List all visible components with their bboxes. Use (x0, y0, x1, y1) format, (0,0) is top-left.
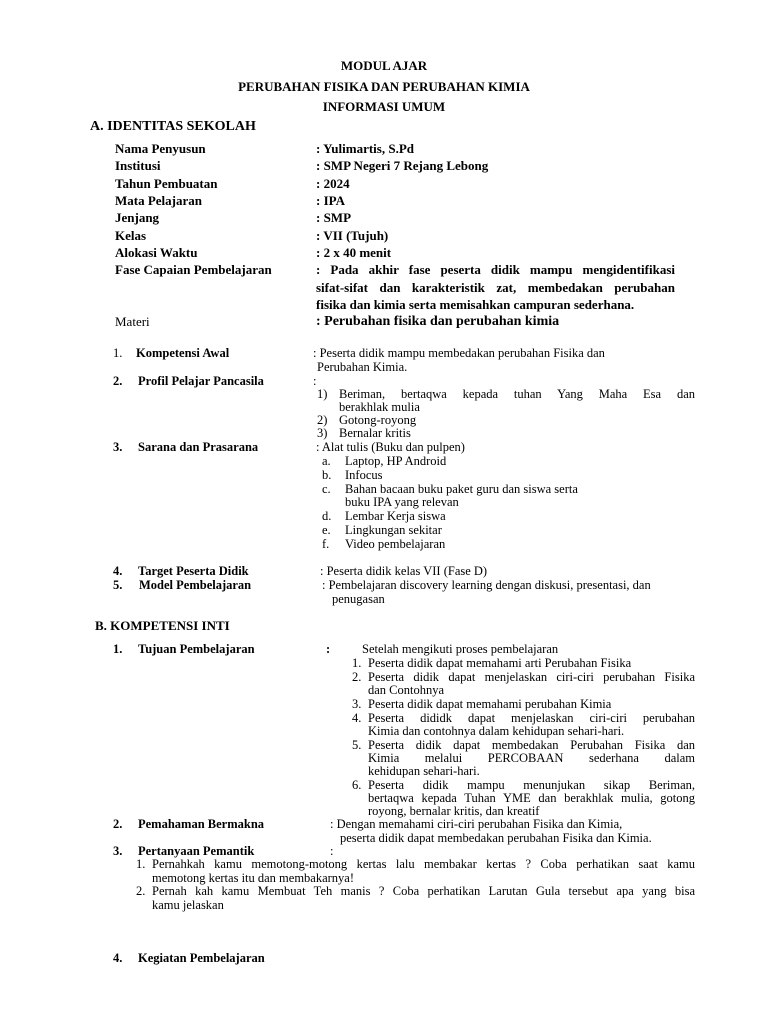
materi-label: Materi (115, 314, 150, 329)
sarana-item: Video pembelajaran (345, 537, 446, 551)
tujuan-item: Peserta didik mampu menunjukan sikap Beriman, (368, 778, 695, 792)
list-number: 4. (352, 711, 362, 725)
list-number: d. (322, 509, 332, 523)
list-number: 1. (352, 656, 362, 670)
identitas-value: : 2 x 40 menit (316, 245, 392, 260)
identitas-value: : VII (Tujuh) (316, 228, 389, 243)
list-number: 2. (113, 817, 123, 831)
doc-subtitle: PERUBAHAN FISIKA DAN PERUBAHAN KIMIA (238, 79, 530, 94)
tujuan-item: kehidupan sehari-hari. (368, 764, 480, 778)
identitas-value: : IPA (316, 193, 346, 208)
section-a-heading: A. IDENTITAS SEKOLAH (90, 119, 256, 134)
pemahaman-value: peserta didik dapat membedakan perubahan Fisika dan Kimia. (340, 831, 652, 845)
tujuan-item: Peserta didik dapat membedakan Perubahan Fisika dan (368, 738, 695, 752)
list-number: a. (322, 454, 331, 468)
pertanyaan-item: kamu jelaskan (152, 898, 224, 912)
profil-item: Bernalar kritis (339, 426, 411, 440)
list-number: f. (322, 537, 330, 551)
list-number: 4. (113, 564, 123, 578)
pertanyaan-item: memotong kertas itu dan membakarnya! (152, 871, 355, 885)
profil-item: berakhlak mulia (339, 400, 420, 414)
pertanyaan-item: Pernah kah kamu Membuat Teh manis ? Coba perhatikan Larutan Gula tersebut apa yang bisa (152, 884, 695, 898)
tujuan-item: royong, bernalar kritis, dan kreatif (368, 804, 540, 818)
section-title-informasi-umum: INFORMASI UMUM (322, 99, 446, 114)
identitas-label: Tahun Pembuatan (115, 176, 218, 191)
list-number: 3. (352, 697, 362, 711)
fase-value-line: sifat-sifat dan karakteristik zat, membedakan perubahan (316, 280, 675, 295)
fase-label: Fase Capaian Pembelajaran (115, 262, 272, 277)
list-number: 3. (113, 440, 123, 454)
tujuan-item: Peserta didik dapat memahami perubahan Kimia (368, 697, 612, 711)
model-value: : Pembelajaran discovery learning dengan diskusi, presentasi, dan (322, 578, 651, 592)
sarana-item: Laptop, HP Android (345, 454, 447, 468)
sarana-intro: : Alat tulis (Buku dan pulpen) (316, 440, 465, 454)
profil-pelajar-label: Profil Pelajar Pancasila (138, 374, 264, 388)
pertanyaan-item: Pernahkah kamu memotong-motong kertas lalu membakar kertas ? Coba perhatikan saat kamu (152, 857, 695, 871)
profil-item: Beriman, bertaqwa kepada tuhan Yang Maha Esa dan (339, 387, 695, 401)
list-number: 6. (352, 778, 362, 792)
list-number: 3. (113, 844, 123, 858)
tujuan-item: Kimia dan contohnya dalam kehidupan sehari-hari. (368, 724, 625, 738)
tujuan-item: Kimia melalui PERCOBAAN sederhana dalam (368, 751, 695, 765)
materi-value: : Perubahan fisika dan perubahan kimia (316, 314, 560, 329)
list-number: 4. (113, 951, 123, 965)
list-number: 1. (113, 346, 123, 360)
kompetensi-awal-label: Kompetensi Awal (136, 346, 230, 360)
tujuan-label: Tujuan Pembelajaran (138, 642, 255, 656)
kompetensi-awal-value: Perubahan Kimia. (317, 360, 408, 374)
list-number: 1. (136, 857, 146, 871)
profil-item: Gotong-royong (339, 413, 417, 427)
identitas-value: : Yulimartis, S.Pd (316, 141, 414, 156)
sarana-label: Sarana dan Prasarana (138, 440, 259, 454)
identitas-value: : 2024 (316, 176, 350, 191)
identitas-label: Alokasi Waktu (115, 245, 198, 260)
target-label: Target Peserta Didik (138, 564, 249, 578)
kegiatan-label: Kegiatan Pembelajaran (138, 951, 265, 965)
pemahaman-label: Pemahaman Bermakna (138, 817, 265, 831)
list-number: 5. (113, 578, 123, 592)
identitas-label: Jenjang (115, 210, 160, 225)
identitas-label: Institusi (115, 158, 161, 173)
pertanyaan-colon: : (330, 844, 334, 858)
fase-value-line: fisika dan kimia serta memisahkan campuran sederhana. (316, 297, 635, 312)
sarana-item: Infocus (345, 468, 383, 482)
list-number: e. (322, 523, 331, 537)
list-number: 3) (317, 426, 328, 440)
kompetensi-awal-value: : Peserta didik mampu membedakan perubahan Fisika dan (313, 346, 605, 360)
identitas-label: Nama Penyusun (115, 141, 206, 156)
model-label: Model Pembelajaran (139, 578, 252, 592)
list-number: 2) (317, 413, 328, 427)
tujuan-item: Peserta didik dapat memahami arti Perubahan Fisika (368, 656, 632, 670)
section-b-heading: B. KOMPETENSI INTI (95, 618, 230, 633)
tujuan-intro: Setelah mengikuti proses pembelajaran (362, 642, 559, 656)
identitas-label: Mata Pelajaran (115, 193, 203, 208)
tujuan-item: Peserta didik dapat menjelaskan ciri-ciri perubahan Fisika (368, 670, 695, 684)
identitas-label: Kelas (115, 228, 147, 243)
list-number: c. (322, 482, 331, 496)
tujuan-colon: : (326, 642, 331, 656)
list-number: 2. (113, 374, 123, 388)
sarana-item: buku IPA yang relevan (345, 495, 459, 509)
tujuan-item: Peserta dididk dapat menjelaskan ciri-ciri perubahan (368, 711, 695, 725)
tujuan-item: bertaqwa kepada Tuhan YME dan berakhlak mulia, gotong (368, 791, 695, 805)
list-number: 5. (352, 738, 362, 752)
profil-colon: : (313, 374, 317, 388)
list-number: 1. (113, 642, 123, 656)
identitas-value: : SMP Negeri 7 Rejang Lebong (316, 158, 489, 173)
fase-value-line: : Pada akhir fase peserta didik mampu mengidentifikasi (316, 262, 675, 277)
tujuan-item: dan Contohnya (368, 683, 445, 697)
list-number: 1) (317, 387, 328, 401)
doc-title: MODUL AJAR (340, 58, 428, 73)
list-number: 2. (352, 670, 362, 684)
pemahaman-value: : Dengan memahami ciri-ciri perubahan Fisika dan Kimia, (330, 817, 623, 831)
sarana-item: Lingkungan sekitar (345, 523, 442, 537)
pertanyaan-label: Pertanyaan Pemantik (138, 844, 255, 858)
identitas-value: : SMP (316, 210, 352, 225)
list-number: 2. (136, 884, 146, 898)
list-number: b. (322, 468, 332, 482)
model-value: penugasan (332, 592, 385, 606)
sarana-item: Bahan bacaan buku paket guru dan siswa serta (345, 482, 578, 496)
target-value: : Peserta didik kelas VII (Fase D) (320, 564, 488, 578)
sarana-item: Lembar Kerja siswa (345, 509, 446, 523)
